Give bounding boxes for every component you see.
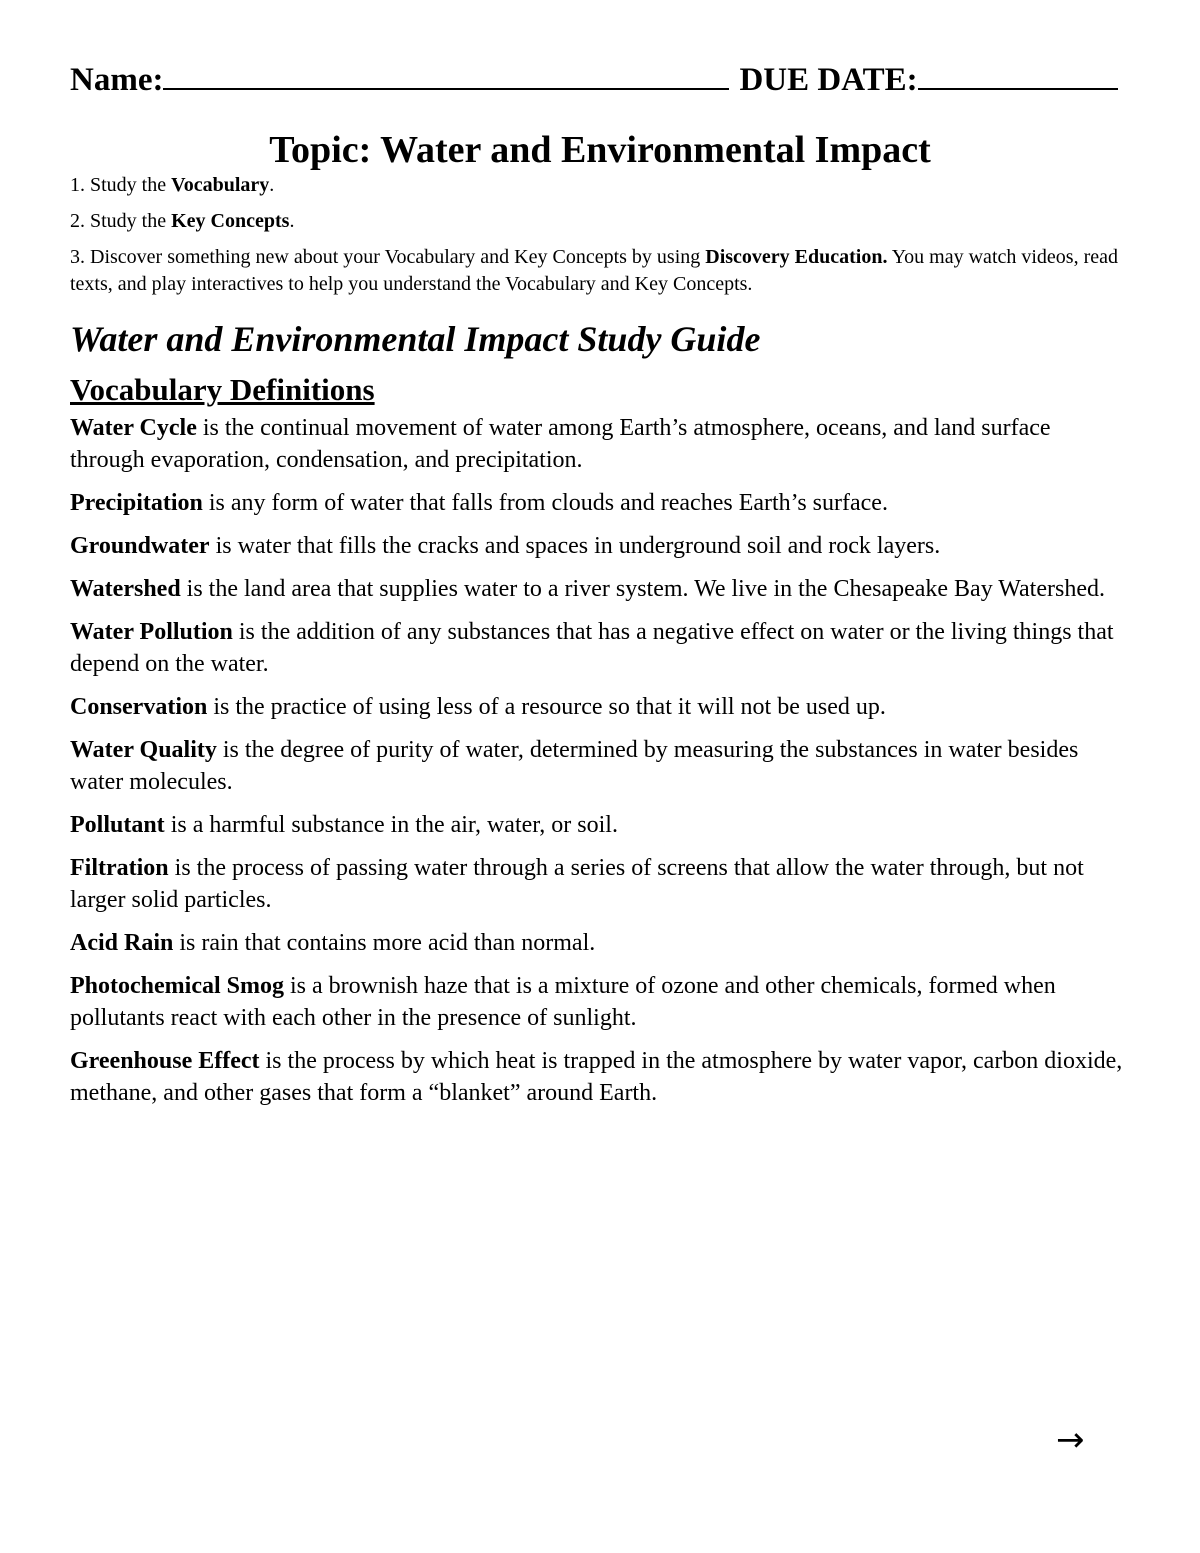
definition-text: is rain that contains more acid than normal.	[173, 930, 596, 956]
definition-term: Filtration	[70, 855, 169, 881]
definition-item	[70, 970, 1130, 1034]
instruction-item	[70, 244, 1130, 298]
instruction-text: You may watch videos, read texts, and play interactives to help you understand the Vocabulary and Key Concepts.	[70, 246, 1119, 295]
definition-item	[70, 852, 1130, 916]
definition-text: is the continual movement of water among Earth’s atmosphere, oceans, and land surface through evaporation, condensation, and precipitation.	[70, 415, 1051, 473]
name-blank-line	[163, 58, 729, 90]
definition-term: Precipitation	[70, 490, 203, 516]
definition-text: is the process by which heat is trapped in the atmosphere by water vapor, carbon dioxide, methane, and other gases that form a “blanket” around Earth.	[70, 1048, 1123, 1106]
definitions-list	[70, 412, 1130, 1120]
definition-term: Photochemical Smog	[70, 973, 284, 999]
instruction-item	[70, 172, 1130, 199]
definition-item	[70, 1045, 1130, 1109]
definition-term: Groundwater	[70, 533, 210, 559]
definition-term: Water Cycle	[70, 415, 197, 441]
definition-term: Water Pollution	[70, 619, 233, 645]
definition-term: Conservation	[70, 694, 208, 720]
definition-term: Water Quality	[70, 737, 217, 763]
instruction-bold: Vocabulary	[171, 174, 270, 196]
next-page-arrow-icon: →	[1056, 1420, 1085, 1460]
definition-text: is water that fills the cracks and spaces in underground soil and rock layers.	[209, 533, 941, 559]
definition-text: is a brownish haze that is a mixture of ozone and other chemicals, formed when pollutants react with each other in the presence of sunlight.	[70, 973, 1056, 1031]
definition-text: is the process of passing water through a series of screens that allow the water through, but not larger solid particles.	[70, 855, 1084, 913]
instructions-list	[70, 172, 1130, 307]
instruction-text: 3. Discover something new about your Vocabulary and Key Concepts by using	[70, 246, 706, 268]
definition-text: is the addition of any substances that has a negative effect on water or the living things that depend on the water.	[70, 619, 1114, 677]
definition-item	[70, 530, 1130, 562]
definition-item	[70, 487, 1130, 519]
header-line	[70, 58, 1130, 99]
instruction-item	[70, 208, 1130, 235]
definition-text: is the practice of using less of a resource so that it will not be used up.	[207, 694, 886, 720]
instruction-text: 2. Study the	[70, 210, 172, 232]
name-label: Name:	[70, 62, 164, 98]
definition-item	[70, 734, 1130, 798]
due-date-blank-line	[918, 58, 1118, 90]
definition-text: is any form of water that falls from clouds and reaches Earth’s surface.	[202, 490, 888, 516]
definition-item	[70, 412, 1130, 476]
instruction-bold: Key Concepts	[171, 210, 290, 232]
instruction-text: .	[269, 174, 275, 196]
instruction-text: .	[289, 210, 295, 232]
definition-text: is the degree of purity of water, determined by measuring the substances in water besides water molecules.	[70, 737, 1079, 795]
definition-item	[70, 573, 1130, 605]
study-guide-title: Water and Environmental Impact Study Guide	[70, 319, 761, 359]
instruction-text: 1. Study the	[70, 174, 172, 196]
definition-term: Greenhouse Effect	[70, 1048, 260, 1074]
definition-item	[70, 691, 1130, 723]
vocabulary-heading: Vocabulary Definitions	[70, 372, 375, 407]
definition-term: Pollutant	[70, 812, 165, 838]
definition-text: is a harmful substance in the air, water, or soil.	[164, 812, 618, 838]
definition-item	[70, 616, 1130, 680]
definition-term: Acid Rain	[70, 930, 174, 956]
instruction-bold: Discovery Education.	[705, 246, 888, 268]
definition-text: is the land area that supplies water to a river system. We live in the Chesapeake Bay Watershed.	[180, 576, 1105, 602]
definition-item	[70, 809, 1130, 841]
topic-title: Topic: Water and Environmental Impact	[269, 129, 931, 171]
definition-item	[70, 927, 1130, 959]
definition-term: Watershed	[70, 576, 181, 602]
due-date-label: DUE DATE:	[739, 62, 918, 98]
